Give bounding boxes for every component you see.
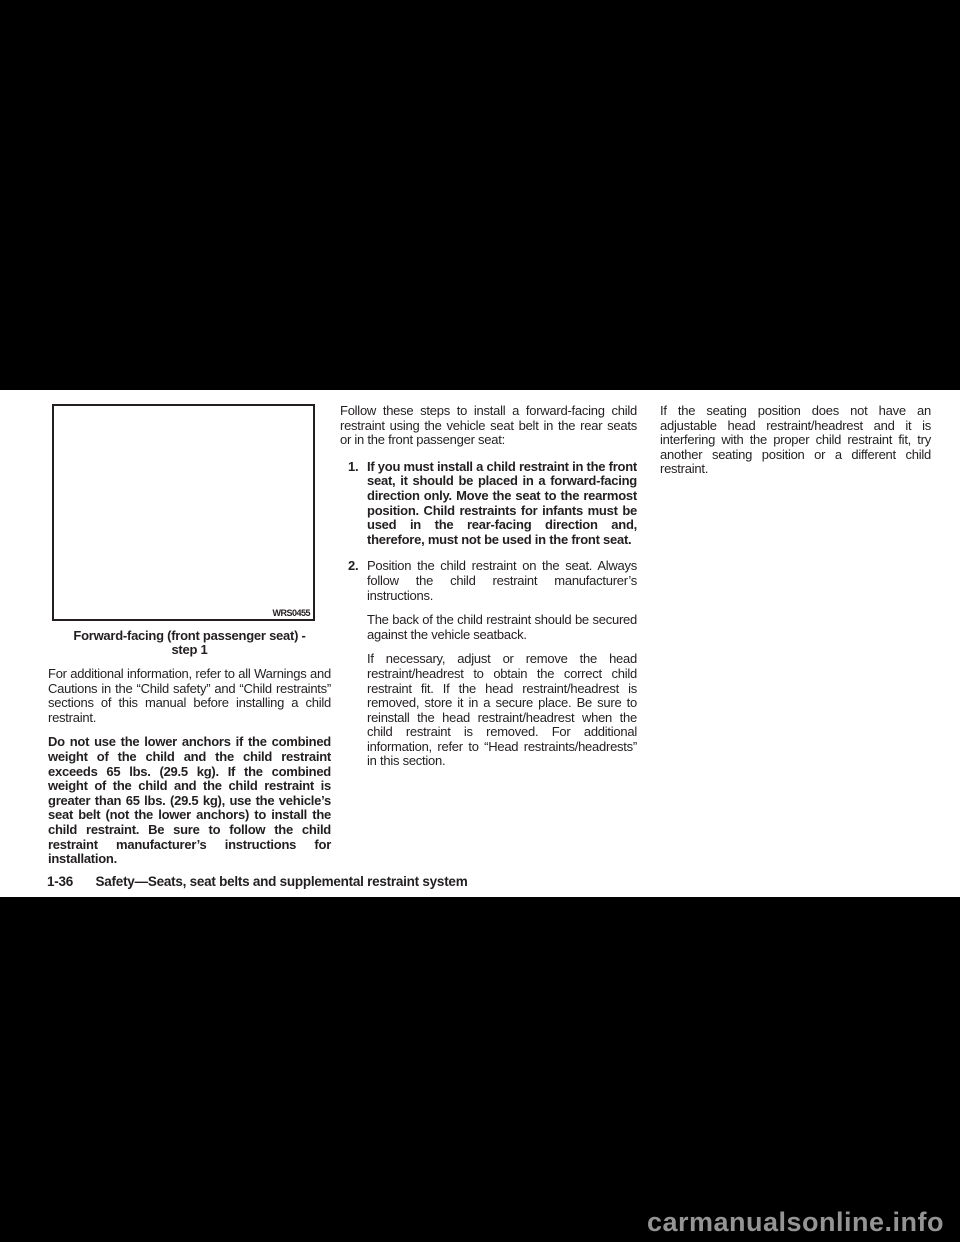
page-footer bbox=[47, 874, 467, 889]
manual-page bbox=[0, 390, 960, 897]
left-column bbox=[48, 404, 331, 867]
middle-paragraph-seatback: The back of the child restraint should be secured against the vehicle seatback. bbox=[367, 612, 637, 642]
step-2-number: 2. bbox=[348, 558, 359, 574]
left-paragraph-lower-anchors-warning: Do not use the lower anchors if the combined weight of the child and the child restraint exceeds 65 lbs. (29.5 kg). If the combined weight of the child and the child restraint is greater than 65 lbs. (29.5 kg), use the vehicle’s seat belt (not the lower anchors) to install the child restraint. Be sure to follow the child restraint manufacturer’s instructions for installation. bbox=[48, 734, 331, 867]
figure-caption bbox=[48, 629, 331, 657]
middle-intro-paragraph: Follow these steps to install a forward-facing child restraint using the vehicle seat belt in the rear seats or in the front passenger seat: bbox=[340, 403, 637, 448]
figure-image-code: WRS0455 bbox=[272, 608, 310, 618]
right-paragraph-seating-position: If the seating position does not have an adjustable head restraint/headrest and it is interfering with the proper child restraint fit, try another seating position or a different child restraint. bbox=[660, 403, 931, 477]
section-title: Safety—Seats, seat belts and supplemental restraint system bbox=[95, 874, 468, 889]
install-step-2 bbox=[340, 559, 637, 603]
page-number: 1-36 bbox=[47, 874, 74, 889]
watermark-carmanualsonline: carmanualsonline.info bbox=[646, 1207, 944, 1237]
figure-caption-line1: Forward-facing (front passenger seat) - bbox=[73, 628, 306, 643]
right-column bbox=[660, 404, 931, 477]
middle-column bbox=[340, 404, 637, 769]
step-1-number: 1. bbox=[348, 458, 359, 474]
figure-image-placeholder bbox=[52, 404, 315, 621]
middle-paragraph-head-restraint: If necessary, adjust or remove the head restraint/headrest to obtain the correct child restraint fit. If the head restraint/headrest is removed, store it in a secure place. Be sure to reinstall the head restraint/headrest when the child restraint is removed. For additional information, refer to “Head restraints/headrests” in this section. bbox=[367, 651, 637, 769]
step-1-text: If you must install a child restraint in the front seat, it should be placed in a forward-facing direction only. Move the seat to the rearmost position. Child restraints for infants must be used in the rear-facing direction and, therefore, must not be used in the front seat. bbox=[367, 458, 637, 547]
figure-caption-line2: step 1 bbox=[171, 642, 208, 657]
step-2-text: Position the child restraint on the seat. Always follow the child restraint manufacturer’s instructions. bbox=[367, 558, 637, 603]
left-paragraph-additional-info: For additional information, refer to all Warnings and Cautions in the “Child safety” and “Child restraints” sections of this manual before installing a child restraint. bbox=[48, 666, 331, 725]
install-step-1 bbox=[340, 460, 637, 548]
